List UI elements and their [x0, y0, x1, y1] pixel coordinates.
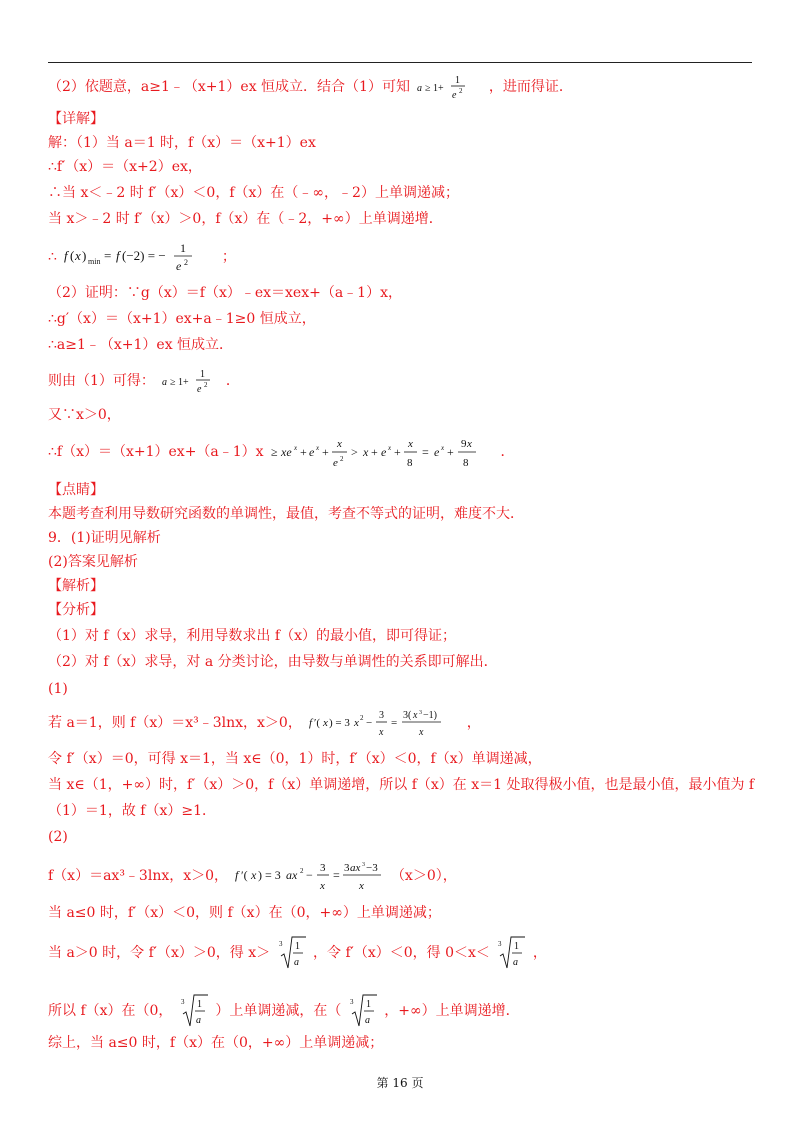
svg-text:+: + — [447, 445, 454, 459]
heading-comment: 【点睛】 — [48, 482, 104, 498]
svg-text:(−2) = −: (−2) = − — [122, 248, 167, 263]
formula-a-ge-1-plus-1-over-e2 — [417, 72, 481, 102]
part-2-label: (2) — [48, 829, 68, 845]
line-x-positive: 又∵x＞0， — [48, 407, 121, 423]
header-rule — [48, 62, 752, 63]
svg-text:≥: ≥ — [271, 445, 278, 459]
svg-text:−: − — [306, 868, 314, 882]
svg-text:a: a — [293, 957, 299, 968]
svg-text:2: 2 — [459, 87, 463, 95]
line-increasing: 当 x＞﹣2 时 f′（x）＞0，f（x）在（﹣2，+∞）上单调递增． — [48, 211, 443, 227]
svg-text:3: 3 — [278, 940, 283, 948]
text: ； — [221, 249, 236, 265]
svg-text:e: e — [381, 445, 387, 459]
svg-text:x: x — [75, 248, 82, 263]
text: ． — [500, 444, 515, 460]
svg-text:2: 2 — [184, 258, 189, 267]
svg-text:x: x — [388, 444, 392, 452]
formula-f-prime-1 — [309, 706, 459, 740]
line-from-1 — [48, 366, 240, 396]
text: ， — [532, 945, 547, 961]
text: ∴f（x）＝（x+1）ex+（a﹣1）x — [48, 444, 264, 460]
text: 若 a＝1，则 f（x）＝x³﹣3lnx，x＞0， — [48, 715, 302, 731]
text: ， — [466, 715, 481, 731]
formula-f-inequality — [271, 434, 493, 470]
svg-text:e: e — [434, 445, 440, 459]
svg-text:3: 3 — [320, 862, 326, 874]
svg-text:e: e — [452, 90, 457, 101]
line-monotonic-summary — [48, 992, 520, 1030]
svg-text:x: x — [419, 727, 424, 738]
svg-text:) = 3: ) = 3 — [258, 868, 282, 882]
svg-text:1: 1 — [455, 75, 461, 86]
text: f（x）＝ax³﹣3lnx，x＞0， — [48, 868, 229, 884]
text: ，令 f′（x）＜0，得 0＜x＜ — [313, 945, 490, 961]
svg-text:−3: −3 — [366, 862, 379, 874]
formula-cbrt-1-over-a — [180, 992, 208, 1030]
svg-text:+: + — [394, 445, 401, 459]
text: （x＞0）， — [390, 868, 457, 884]
svg-text:x: x — [408, 438, 413, 450]
svg-text:x: x — [316, 444, 320, 452]
svg-text:=: = — [422, 445, 429, 459]
svg-text:′(: ′( — [314, 717, 321, 729]
svg-text:(: ( — [70, 248, 75, 263]
svg-text:3: 3 — [344, 862, 350, 874]
svg-text:1: 1 — [365, 999, 371, 1010]
q9-answer-1: 9．(1)证明见解析 — [48, 530, 161, 546]
line-summary: 综上，当 a≤0 时，f（x）在（0，+∞）上单调递减； — [48, 1035, 384, 1051]
svg-text:ax: ax — [286, 868, 298, 882]
line-monotonic-2: 当 x∈（1，+∞）时，f′（x）＞0，f（x）单调递增，所以 f（x）在 x＝1 处取得极小值，也是最小值，最小值为 f — [48, 777, 755, 793]
line-a-condition: ∴a≥1﹣（x+1）ex 恒成立． — [48, 337, 234, 353]
line-derivative: ∴f′（x）＝（x+2）ex， — [48, 159, 202, 175]
line-analysis-2: （2）对 f（x）求导，对 a 分类讨论，由导数与单调性的关系即可解出． — [48, 654, 498, 670]
text: ∴ — [48, 249, 57, 265]
svg-text:3: 3 — [498, 940, 502, 948]
svg-text:x: x — [354, 717, 360, 729]
svg-text:−1): −1) — [423, 710, 438, 721]
svg-text:3: 3 — [379, 710, 385, 721]
line-monotonic-1: 令 f′（x）＝0，可得 x＝1，当 x∈（0，1）时，f′（x）＜0，f（x）单调递减， — [48, 751, 542, 767]
svg-text:=: = — [333, 868, 341, 882]
svg-text:≥ 1+: ≥ 1+ — [170, 377, 190, 388]
svg-text:>: > — [351, 445, 358, 459]
svg-text:2: 2 — [300, 867, 304, 875]
line-case-a1 — [48, 706, 481, 740]
svg-text:a: a — [364, 1015, 370, 1026]
svg-text:3(: 3( — [403, 710, 412, 721]
formula-f-prime-2 — [235, 858, 383, 894]
svg-text:x: x — [320, 880, 326, 892]
svg-text:8: 8 — [407, 457, 413, 469]
svg-text:1: 1 — [200, 369, 206, 380]
svg-text:x: x — [359, 880, 365, 892]
line-analysis-1: （1）对 f（x）求导，利用导数求出 f（x）的最小值，即可得证； — [48, 628, 456, 644]
text: ，进而得证． — [488, 79, 573, 95]
svg-text:2: 2 — [204, 381, 208, 389]
svg-text:+: + — [322, 445, 329, 459]
svg-text:f: f — [235, 868, 239, 882]
part-1-label: (1) — [48, 681, 68, 697]
svg-text:1: 1 — [294, 941, 300, 952]
svg-text:a: a — [195, 1015, 201, 1026]
svg-text:f: f — [309, 717, 313, 729]
svg-text:1: 1 — [196, 999, 202, 1010]
svg-text:3: 3 — [362, 862, 366, 868]
svg-text:1: 1 — [514, 941, 520, 952]
svg-text:=: = — [391, 717, 398, 729]
page-number: 第 16 页 — [376, 1076, 424, 1090]
svg-text:e: e — [197, 384, 202, 395]
svg-text:min: min — [88, 257, 101, 266]
svg-text:3: 3 — [419, 710, 423, 716]
text: 当 a＞0 时，令 f′（x）＞0，得 x＞ — [48, 945, 271, 961]
svg-text:x: x — [294, 444, 298, 452]
svg-text:x: x — [251, 868, 257, 882]
svg-text:−: − — [366, 717, 373, 729]
svg-text:x: x — [413, 710, 418, 721]
svg-text:x: x — [337, 438, 342, 450]
svg-text:+: + — [300, 445, 307, 459]
text: 则由（1）可得： — [48, 373, 155, 389]
svg-text:ax: ax — [350, 862, 361, 874]
svg-text:+: + — [371, 445, 378, 459]
line-conclusion-1: （1）＝1，故 f（x）≥1． — [48, 803, 216, 819]
svg-text:) = 3: ) = 3 — [329, 717, 351, 729]
line-decreasing: ∴当 x＜﹣2 时 f′（x）＜0，f（x）在（﹣∞，﹣2）上单调递减； — [48, 185, 459, 201]
svg-text:x: x — [379, 727, 384, 738]
line-solution-1: 解：（1）当 a＝1 时，f（x）＝（x+1）ex — [48, 135, 316, 151]
svg-text:1: 1 — [180, 241, 187, 255]
line-comment: 本题考查利用导数研究函数的单调性，最值，考查不等式的证明，难度不大． — [48, 506, 524, 522]
svg-text:a: a — [162, 377, 168, 388]
svg-text:=: = — [104, 248, 112, 263]
svg-text:a: a — [417, 83, 423, 94]
svg-text:8: 8 — [463, 457, 469, 469]
line-proof-g: （2）证明：∵g（x）＝f（x）﹣ex＝xex+（a﹣1）x， — [48, 285, 402, 301]
line-hint-2 — [48, 72, 573, 102]
svg-text:f: f — [64, 248, 68, 263]
svg-text:2: 2 — [360, 714, 364, 722]
text: ，+∞）上单调递增． — [384, 1003, 520, 1019]
formula-a-ge — [162, 366, 218, 396]
line-g-prime: ∴g′（x）＝（x+1）ex+a﹣1≥0 恒成立， — [48, 311, 316, 327]
text: ． — [225, 373, 240, 389]
heading-breakdown: 【分析】 — [48, 602, 104, 618]
formula-f-min — [64, 240, 214, 274]
svg-text:x: x — [467, 438, 472, 450]
line-min-value — [48, 240, 236, 274]
svg-text:a: a — [513, 957, 519, 968]
svg-text:e: e — [333, 457, 338, 469]
heading-detail: 【详解】 — [48, 111, 104, 127]
svg-text:2: 2 — [340, 455, 344, 463]
svg-text:x: x — [441, 444, 445, 452]
formula-cbrt-1-over-a — [278, 934, 306, 972]
svg-text:e: e — [309, 445, 315, 459]
line-part2-f — [48, 858, 457, 894]
text: ）上单调递减，在（ — [215, 1003, 342, 1019]
svg-text:e: e — [176, 259, 182, 273]
svg-text:9: 9 — [461, 438, 467, 450]
svg-text:3: 3 — [349, 998, 354, 1006]
line-f-inequality — [48, 434, 514, 470]
svg-text:xe: xe — [281, 445, 292, 459]
svg-text:f: f — [116, 248, 120, 263]
svg-text:x: x — [363, 445, 369, 459]
heading-analysis: 【解析】 — [48, 578, 104, 594]
svg-text:′(: ′( — [241, 868, 249, 882]
formula-cbrt-1-over-a — [349, 992, 377, 1030]
text: 所以 f（x）在（0， — [48, 1003, 173, 1019]
text: （2）依题意，a≥1﹣（x+1）ex 恒成立．结合（1）可知 — [48, 79, 410, 95]
svg-text:): ) — [82, 248, 87, 263]
q9-answer-2: (2)答案见解析 — [48, 554, 138, 570]
svg-text:x: x — [323, 717, 329, 729]
svg-text:3: 3 — [180, 998, 185, 1006]
svg-text:≥ 1+: ≥ 1+ — [425, 83, 445, 94]
line-case-a-le-0: 当 a≤0 时，f′（x）＜0，则 f（x）在（0，+∞）上单调递减； — [48, 905, 441, 921]
formula-cbrt-1-over-a — [497, 934, 525, 972]
line-case-a-gt-0 — [48, 934, 547, 972]
